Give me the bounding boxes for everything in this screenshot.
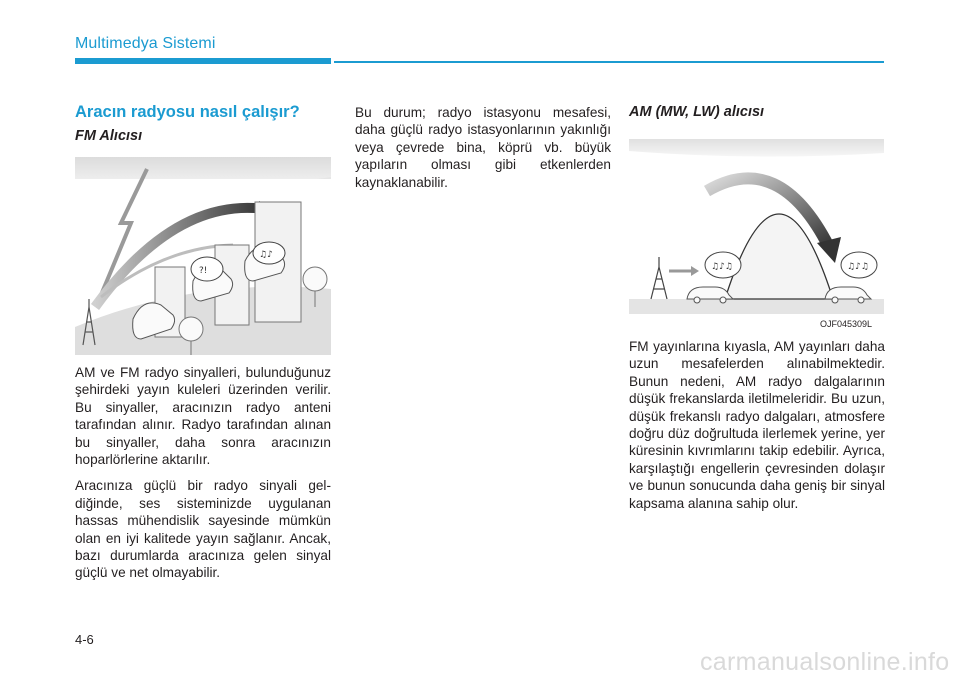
left-paragraph-2: Aracınıza güçlü bir radyo sinyali geldiğinde, ses sisteminizde uygulanan hassas mühendislik sayesinde mümkün olan en iyi kalitede yayın sağlanır. Ancak, bazı durumlarda aracınıza gelen sinyal güçlü ve net olmayabilir.: [75, 478, 331, 581]
am-illustration: [629, 139, 884, 314]
svg-text:♫♪♫: ♫♪♫: [847, 262, 869, 272]
svg-text:?!: ?!: [199, 266, 208, 276]
svg-text:♫♪♫: ♫♪♫: [711, 262, 733, 272]
page-number: 4-6: [75, 632, 94, 647]
right-body: [629, 338, 885, 521]
header-rule-thin: [334, 61, 884, 63]
fm-subheading: FM Alıcısı: [75, 128, 143, 144]
svg-text:♫♪: ♫♪: [259, 250, 273, 260]
left-paragraph-1: AM ve FM radyo sinyalleri, bulunduğunuz şehirdeki yayın kuleleri üzerinden verilir. Bu sinyaller, aracınızın radyo anteni tarafından alınır. Radyo tarafından alınan bu sinyaller, daha sonra aracınızın hoparlörlerine aktarılır.: [75, 365, 331, 468]
middle-body: [355, 104, 611, 200]
header-rule-thick: [75, 58, 331, 64]
left-body: [75, 364, 331, 591]
watermark: carmanualsonline.info: [700, 648, 950, 676]
am-subheading: AM (MW, LW) alıcısı: [629, 104, 765, 120]
figure-caption: OJF045309L: [820, 319, 873, 329]
section-heading: Aracın radyosu nasıl çalışır?: [75, 103, 300, 121]
section-title: Multimedya Sistemi: [75, 35, 216, 52]
right-paragraph-1: FM yayınlarına kıyasla, AM yayınları daha uzun mesafelerden alınabilmektedir. Bunun nedeni, AM radyo dalgalarının düşük frekanslarda iletilmeleridir. Bu uzun, düşük frekanslı radyo dalgaları, atmosfere doğru düz doğrultuda ilerlemek yerine, yer küresinin kıvrımlarını takip edebilir. Ayrıca, karşılaştığı engellerin çevresinden dolaşır ve bunun sonucunda daha geniş bir sinyal kapsama alanına sahip olur.: [629, 339, 885, 511]
fm-illustration: [75, 157, 331, 355]
middle-paragraph-1: Bu durum; radyo istasyonu mesafesi, daha güçlü radyo istasyonlarının yakınlığı veya çevrede bina, köprü vb. büyük yapıların olması gibi etkenlerden kaynaklanabilir.: [355, 105, 611, 190]
